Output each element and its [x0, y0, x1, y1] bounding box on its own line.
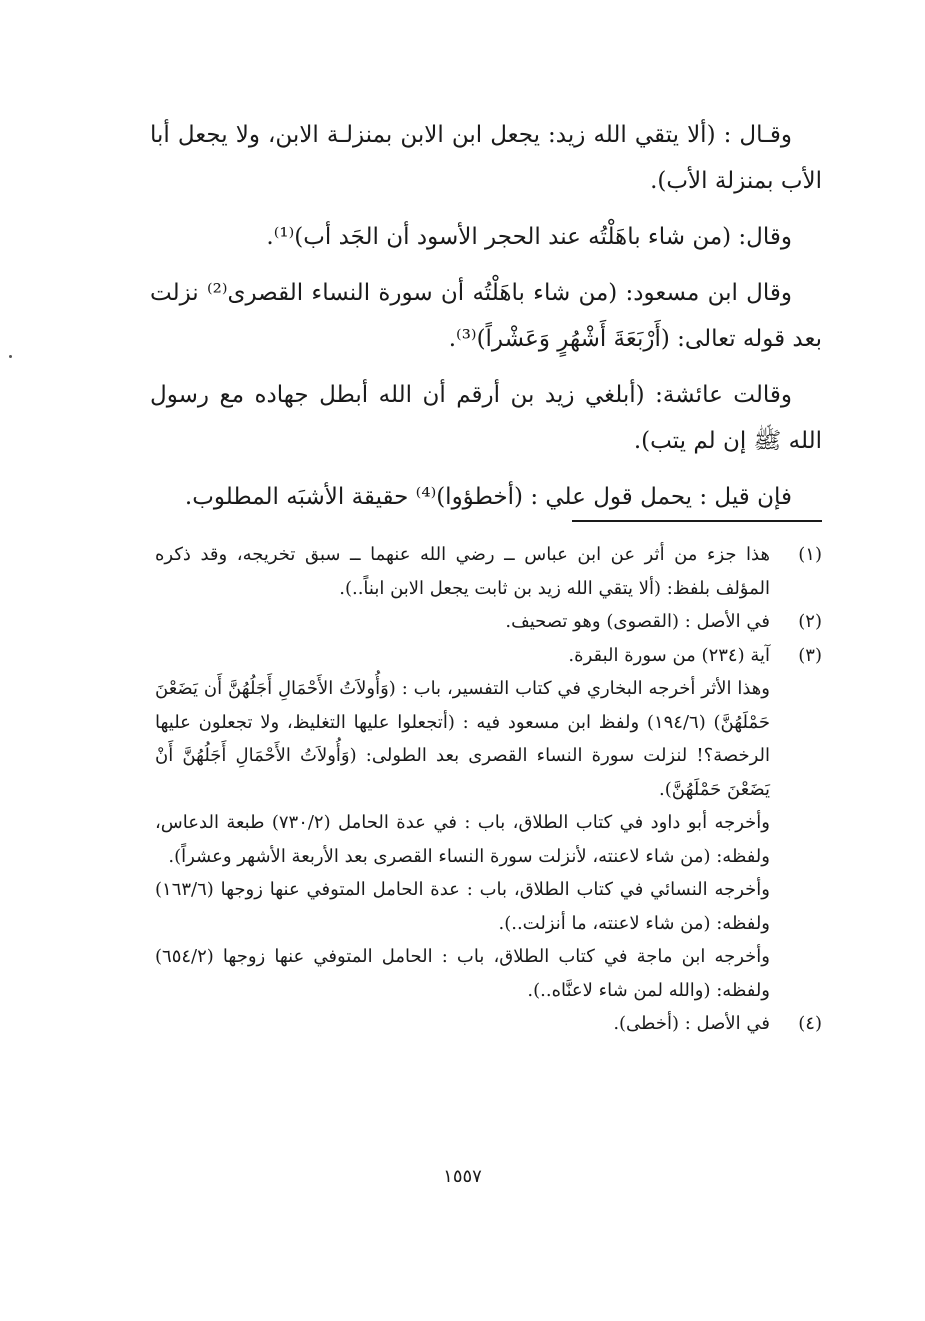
- footnote-text: وأخرجه النسائي في كتاب الطلاق، باب : عدة الحامل المتوفي عنها زوجها (١٦٣/٦) ولفظه: (من شاء لاعنته، ما أنزلت..).: [155, 879, 770, 934]
- footnote-text: وهذا الأثر أخرجه البخاري في كتاب التفسير، باب : (وَأُولاَتُ الأَحْمَالِ أَجَلُهُنَّ أَن يَضَعْنَ حَمْلَهُنَّ) (١٩٤/٦) ولفظ ابن مسعود فيه : (أتجعلوا عليها التغليظ، ولا تجعلون عليها الرخصة؟! لنزلت سورة النساء القصرى بعد الطولى: (وَأُولاَتُ الأَحْمَالِ أَجَلُهُنَّ أَنْ يَضَعْنَ حَمْلَهُنَّ).: [155, 678, 770, 800]
- paragraph: وقالت عائشة: (أبلغي زيد بن أرقم أن الله أبطل جهاده مع رسول الله ﷺ إن لم يتب).: [150, 382, 822, 454]
- footnote-number: (١): [798, 544, 822, 565]
- footnote-text: هذا جزء من أثر عن ابن عباس ــ رضي الله عنهما ــ سبق تخريجه، وقد ذكره المؤلف بلفظ: (ألا يتقي الله زيد بن ثابت يجعل الابن ابناً..).: [155, 544, 770, 599]
- footnote: [155, 605, 822, 639]
- footnote-number: (٢): [798, 611, 822, 632]
- footnote-number: (٤): [798, 1013, 822, 1034]
- main-text: [150, 112, 822, 530]
- footnote-text: في الأصل : (القصوى) وهو تصحيف.: [505, 611, 770, 632]
- paragraph: وقال ابن مسعود: (من شاء باهَلْتُه أن سورة النساء القصرى⁽²⁾ نزلت بعد قوله تعالى: (أَرْبَعَةَ أَشْهُرٍ وَعَشْراً)⁽³⁾.: [150, 280, 822, 352]
- paragraph: وقال: (من شاء باهَلْتُه عند الحجر الأسود أن الجَد أب)⁽¹⁾.: [266, 224, 792, 250]
- footnote-separator: [572, 520, 822, 522]
- scan-speck: [9, 355, 12, 358]
- footnote: [155, 639, 822, 1008]
- footnotes: [155, 538, 822, 1041]
- paragraph: وقـال : (ألا يتقي الله زيد: يجعل ابن الابن بمنزلـة الابن، ولا يجعل أبا الأب بمنزلة الأب).: [150, 122, 822, 194]
- paragraph: فإن قيل : يحمل قول علي : (أخطؤوا)⁽⁴⁾ حقيقة الأشبَه المطلوب.: [184, 484, 792, 510]
- footnote: [155, 538, 822, 605]
- footnote-text: في الأصل : (أخطى).: [613, 1013, 770, 1034]
- page-number: ١٥٥٧: [443, 1166, 482, 1187]
- footnote: [155, 1007, 822, 1041]
- footnote-body: [155, 639, 770, 1008]
- footnote-body: [155, 1007, 770, 1041]
- footnote-body: [155, 605, 770, 639]
- footnote-number: (٣): [798, 644, 822, 666]
- footnote-text: آية (٢٣٤) من سورة البقرة.: [568, 644, 770, 666]
- footnote-text: وأخرجه أبو داود في كتاب الطلاق، باب : في عدة الحامل (٧٣٠/٢) طبعة الدعاس، ولفظه: (من شاء لاعنته، لأنزلت سورة النساء القصرى بعد الأربعة الأشهر وعشراً).: [155, 812, 771, 867]
- footnote-body: [155, 538, 770, 605]
- footnote-text: وأخرجه ابن ماجة في كتاب الطلاق، باب : الحامل المتوفي عنها زوجها (٦٥٤/٢) ولفظه: (والله لمن شاء لاعنَّاه..).: [155, 946, 770, 1001]
